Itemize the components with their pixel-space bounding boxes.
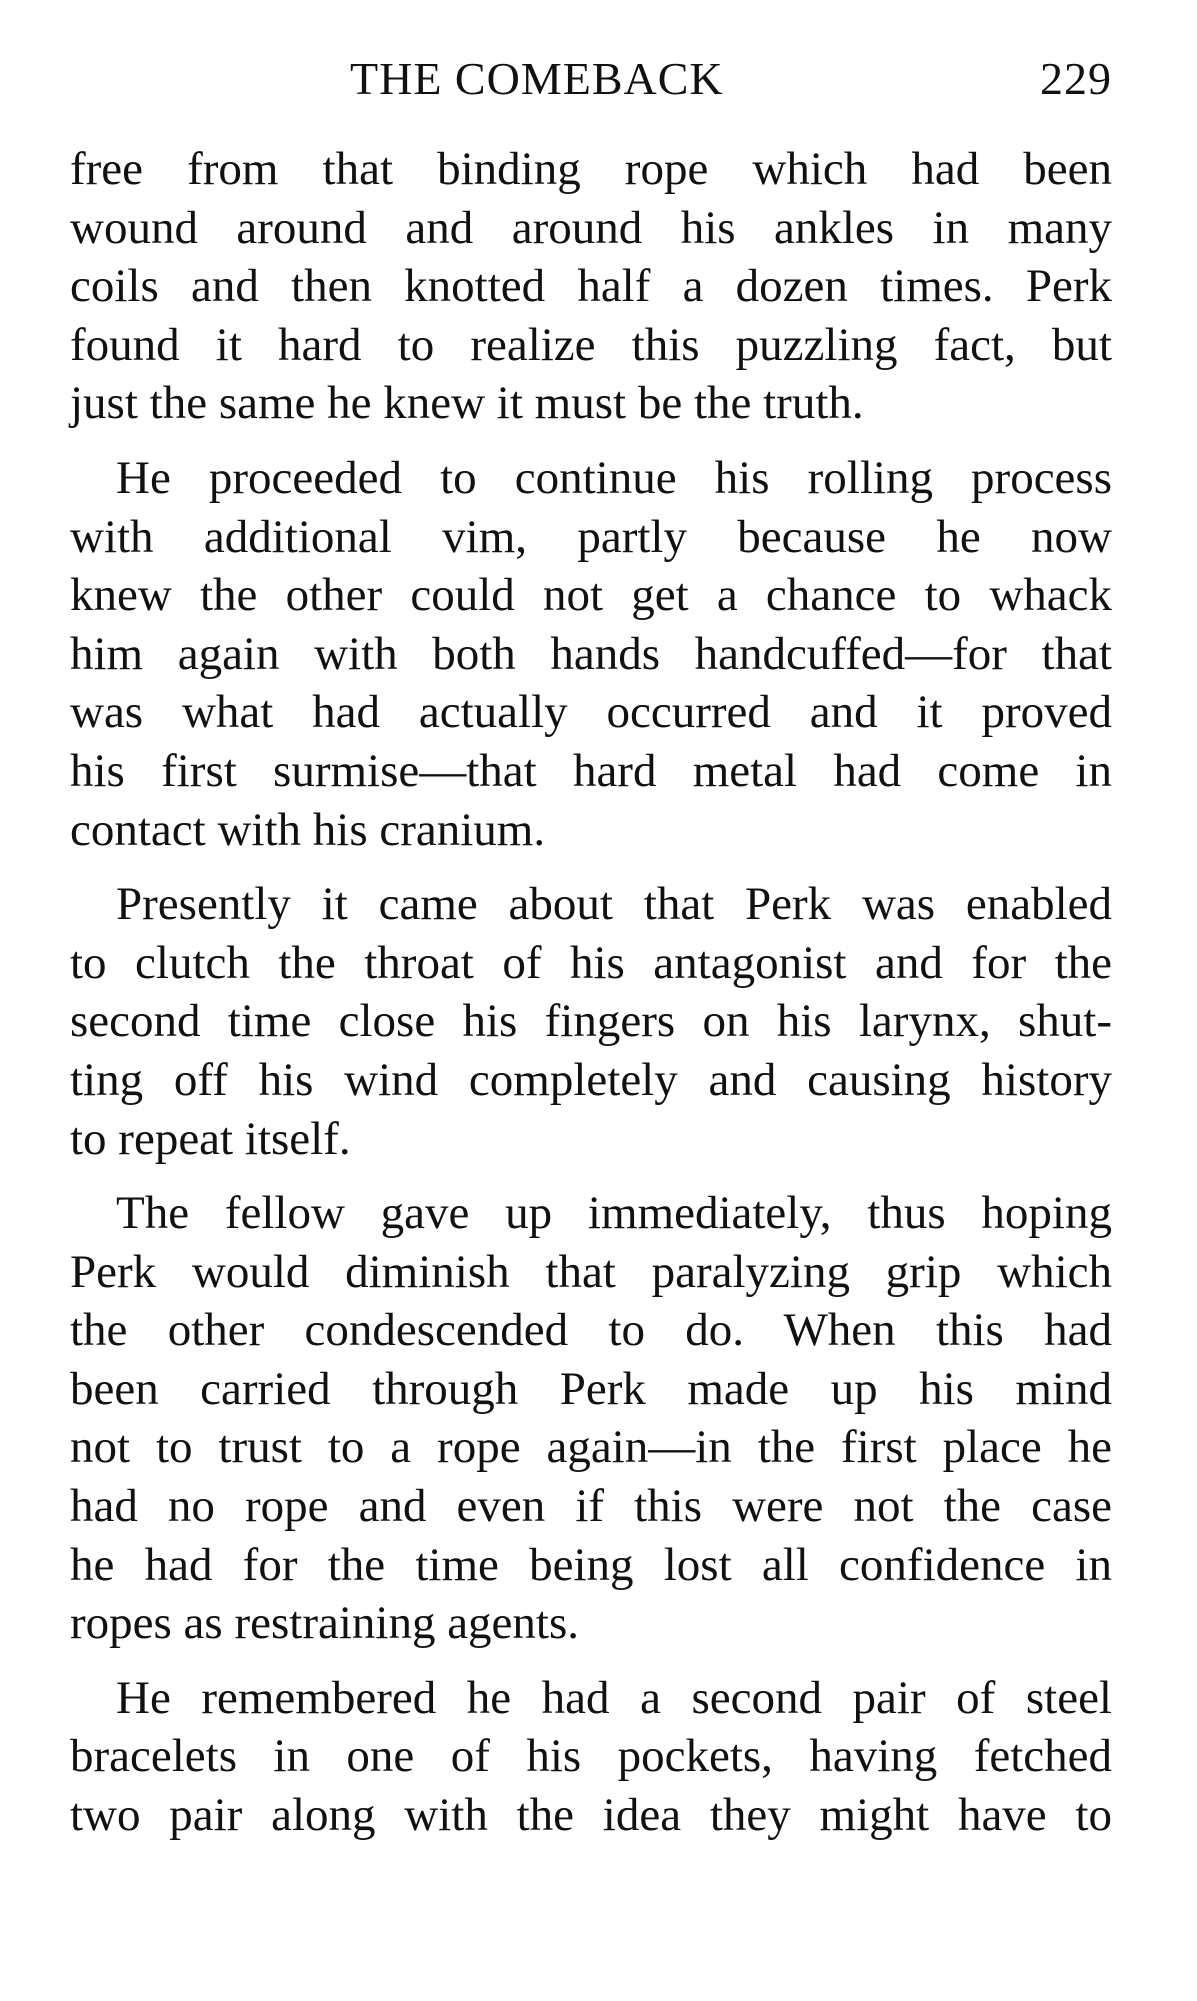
text-line: second time close his fingers on his larynx, shut- bbox=[70, 995, 1112, 1048]
paragraph bbox=[70, 875, 1112, 1168]
text-line: had no rope and even if this were not the case bbox=[70, 1480, 1112, 1533]
text-line: The fellow gave up immediately, thus hoping bbox=[116, 1187, 1112, 1240]
text-line: his first surmise—that hard metal had come in bbox=[70, 744, 1112, 797]
paragraph bbox=[70, 140, 1112, 433]
text-line: was what had actually occurred and it proved bbox=[70, 686, 1112, 739]
text-line: Presently it came about that Perk was enabled bbox=[116, 878, 1112, 931]
text-line: ropes as restraining agents. bbox=[70, 1597, 580, 1650]
text-line: to clutch the throat of his antagonist and for the bbox=[70, 936, 1112, 989]
body-text bbox=[70, 140, 1112, 1861]
text-line: the other condescended to do. When this had bbox=[70, 1304, 1112, 1357]
text-line: he had for the time being lost all confidence in bbox=[70, 1538, 1112, 1591]
text-line: contact with his cranium. bbox=[70, 803, 546, 856]
text-line: free from that binding rope which had been bbox=[70, 143, 1112, 195]
page-number: 229 bbox=[1040, 53, 1112, 104]
paragraph bbox=[70, 1184, 1112, 1653]
text-line: Perk would diminish that paralyzing grip which bbox=[70, 1245, 1112, 1298]
text-line: not to trust to a rope again—in the first place he bbox=[70, 1421, 1112, 1474]
running-head bbox=[70, 52, 1112, 122]
text-line: to repeat itself. bbox=[70, 1112, 351, 1165]
text-line: two pair along with the idea they might have to bbox=[70, 1789, 1112, 1842]
text-line: wound around and around his ankles in many bbox=[70, 201, 1112, 254]
text-line: He proceeded to continue his rolling process bbox=[116, 451, 1112, 504]
text-line: coils and then knotted half a dozen times. Perk bbox=[70, 260, 1112, 313]
text-line: found it hard to realize this puzzling fact, but bbox=[70, 318, 1112, 371]
paragraph bbox=[70, 449, 1112, 859]
text-line: He remembered he had a second pair of steel bbox=[116, 1671, 1112, 1724]
text-line: bracelets in one of his pockets, having fetched bbox=[70, 1730, 1112, 1783]
running-title: THE COMEBACK bbox=[350, 53, 724, 104]
text-line: him again with both hands handcuffed—for that bbox=[70, 627, 1112, 680]
text-line: ting off his wind completely and causing history bbox=[70, 1053, 1112, 1106]
text-line: just the same he knew it must be the truth. bbox=[70, 377, 864, 430]
text-line: been carried through Perk made up his mind bbox=[70, 1362, 1112, 1415]
paragraph bbox=[70, 1669, 1112, 1845]
text-line: with additional vim, partly because he now bbox=[70, 510, 1112, 563]
text-line: knew the other could not get a chance to whack bbox=[70, 569, 1112, 622]
